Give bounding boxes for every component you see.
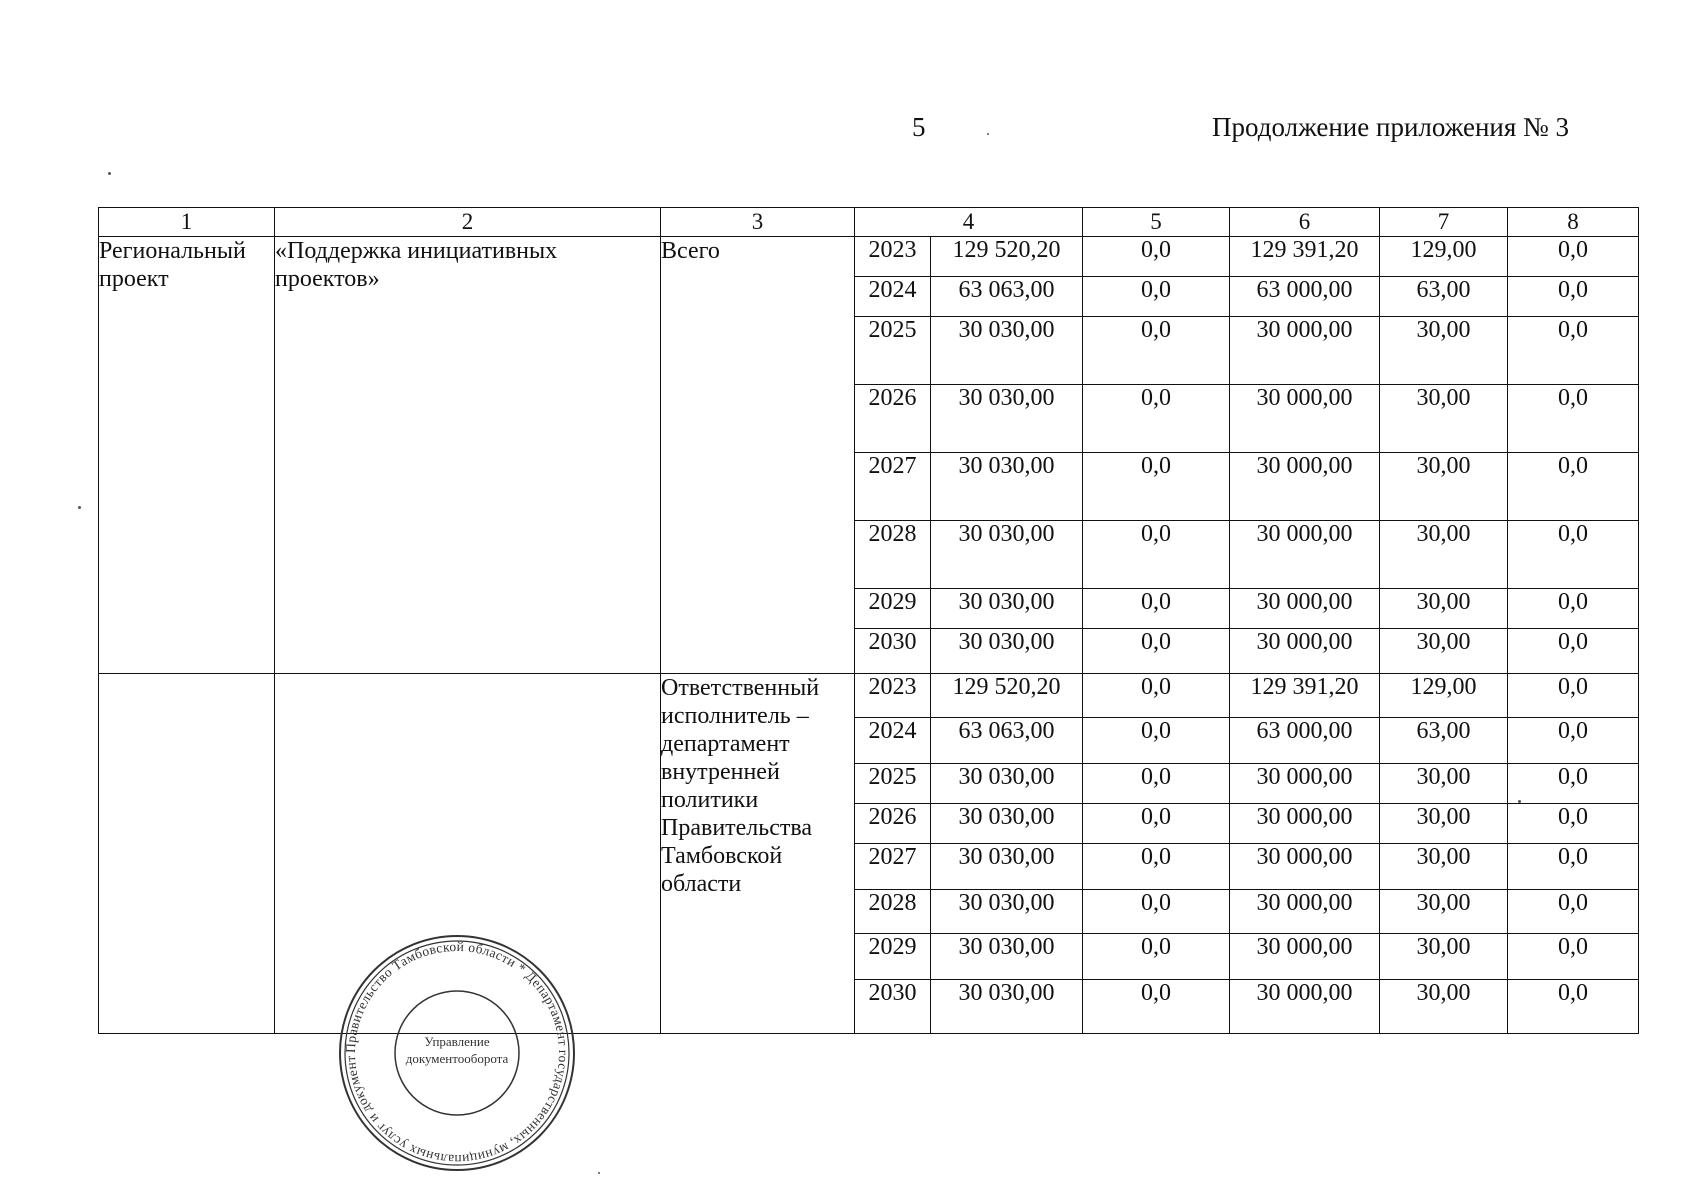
total-amount-cell: 30 030,00 xyxy=(931,934,1083,980)
column-8-cell: 0,0 xyxy=(1508,453,1639,521)
svg-text:Правительство Тамбовской облас xyxy=(337,933,571,1167)
year-cell: 2023 xyxy=(855,674,931,718)
year-cell: 2024 xyxy=(855,718,931,764)
total-amount-cell: 129 520,20 xyxy=(931,237,1083,277)
column-8-cell: 0,0 xyxy=(1508,674,1639,718)
total-amount-cell: 30 030,00 xyxy=(931,589,1083,629)
column-7-cell: 30,00 xyxy=(1380,764,1508,804)
year-cell: 2027 xyxy=(855,453,931,521)
column-7-cell: 30,00 xyxy=(1380,629,1508,674)
row-category-cell xyxy=(99,674,275,1034)
column-header: 1 xyxy=(99,208,275,237)
budget-table xyxy=(98,207,1639,1034)
year-cell: 2025 xyxy=(855,317,931,385)
executor-cell: Ответственный исполнитель – департамент внутренней политики Правительства Тамбовской области xyxy=(661,674,855,1034)
column-7-cell: 30,00 xyxy=(1380,890,1508,934)
column-7-cell: 30,00 xyxy=(1380,804,1508,844)
seal-graphic xyxy=(337,933,577,1173)
column-8-cell: 0,0 xyxy=(1508,804,1639,844)
column-6-cell: 30 000,00 xyxy=(1230,804,1380,844)
year-cell: 2025 xyxy=(855,764,931,804)
column-5-cell: 0,0 xyxy=(1083,589,1230,629)
column-7-cell: 30,00 xyxy=(1380,521,1508,589)
column-number-row xyxy=(99,208,1639,237)
column-6-cell: 30 000,00 xyxy=(1230,453,1380,521)
total-amount-cell: 30 030,00 xyxy=(931,385,1083,453)
scan-speck xyxy=(598,1172,600,1174)
total-amount-cell: 30 030,00 xyxy=(931,980,1083,1034)
column-6-cell: 30 000,00 xyxy=(1230,317,1380,385)
total-amount-cell: 30 030,00 xyxy=(931,629,1083,674)
total-amount-cell: 30 030,00 xyxy=(931,453,1083,521)
total-amount-cell: 30 030,00 xyxy=(931,844,1083,890)
row-category-cell: Региональный проект xyxy=(99,237,275,674)
table-row xyxy=(99,674,1639,718)
column-8-cell: 0,0 xyxy=(1508,521,1639,589)
column-6-cell: 30 000,00 xyxy=(1230,934,1380,980)
total-amount-cell: 129 520,20 xyxy=(931,674,1083,718)
seal-inner-line: Управление xyxy=(424,1034,490,1049)
scan-speck xyxy=(987,133,989,135)
year-cell: 2024 xyxy=(855,277,931,317)
column-5-cell: 0,0 xyxy=(1083,980,1230,1034)
column-7-cell: 30,00 xyxy=(1380,844,1508,890)
project-name-cell: «Поддержка инициативных проектов» xyxy=(275,237,661,674)
column-6-cell: 63 000,00 xyxy=(1230,277,1380,317)
column-6-cell: 30 000,00 xyxy=(1230,385,1380,453)
column-7-cell: 30,00 xyxy=(1380,934,1508,980)
scan-speck xyxy=(108,172,111,175)
column-7-cell: 30,00 xyxy=(1380,317,1508,385)
column-header: 2 xyxy=(275,208,661,237)
column-8-cell: 0,0 xyxy=(1508,277,1639,317)
total-amount-cell: 30 030,00 xyxy=(931,890,1083,934)
total-amount-cell: 63 063,00 xyxy=(931,718,1083,764)
total-amount-cell: 63 063,00 xyxy=(931,277,1083,317)
year-cell: 2028 xyxy=(855,521,931,589)
column-8-cell: 0,0 xyxy=(1508,980,1639,1034)
scan-speck xyxy=(78,506,81,509)
column-5-cell: 0,0 xyxy=(1083,718,1230,764)
column-5-cell: 0,0 xyxy=(1083,277,1230,317)
column-header: 4 xyxy=(855,208,1083,237)
column-7-cell: 63,00 xyxy=(1380,718,1508,764)
column-5-cell: 0,0 xyxy=(1083,629,1230,674)
column-8-cell: 0,0 xyxy=(1508,890,1639,934)
column-6-cell: 30 000,00 xyxy=(1230,764,1380,804)
column-7-cell: 129,00 xyxy=(1380,674,1508,718)
column-8-cell: 0,0 xyxy=(1508,764,1639,804)
column-8-cell: 0,0 xyxy=(1508,629,1639,674)
column-7-cell: 30,00 xyxy=(1380,980,1508,1034)
column-5-cell: 0,0 xyxy=(1083,844,1230,890)
column-5-cell: 0,0 xyxy=(1083,453,1230,521)
total-amount-cell: 30 030,00 xyxy=(931,317,1083,385)
year-cell: 2027 xyxy=(855,844,931,890)
column-8-cell: 0,0 xyxy=(1508,237,1639,277)
appendix-continuation-label: Продолжение приложения № 3 xyxy=(1212,112,1570,142)
column-5-cell: 0,0 xyxy=(1083,521,1230,589)
year-cell: 2029 xyxy=(855,934,931,980)
year-cell: 2026 xyxy=(855,804,931,844)
column-header: 6 xyxy=(1230,208,1380,237)
column-5-cell: 0,0 xyxy=(1083,674,1230,718)
total-amount-cell: 30 030,00 xyxy=(931,764,1083,804)
column-header: 5 xyxy=(1083,208,1230,237)
column-6-cell: 129 391,20 xyxy=(1230,237,1380,277)
column-7-cell: 30,00 xyxy=(1380,589,1508,629)
column-7-cell: 30,00 xyxy=(1380,385,1508,453)
table-row xyxy=(99,237,1639,277)
year-cell: 2023 xyxy=(855,237,931,277)
page-number: 5 xyxy=(912,112,926,142)
column-6-cell: 30 000,00 xyxy=(1230,890,1380,934)
column-7-cell: 30,00 xyxy=(1380,453,1508,521)
column-5-cell: 0,0 xyxy=(1083,317,1230,385)
column-8-cell: 0,0 xyxy=(1508,934,1639,980)
column-8-cell: 0,0 xyxy=(1508,589,1639,629)
column-6-cell: 30 000,00 xyxy=(1230,980,1380,1034)
seal-inner-line: документооборота xyxy=(405,1051,509,1066)
column-header: 7 xyxy=(1380,208,1508,237)
column-6-cell: 129 391,20 xyxy=(1230,674,1380,718)
year-cell: 2030 xyxy=(855,980,931,1034)
column-header: 8 xyxy=(1508,208,1639,237)
column-6-cell: 30 000,00 xyxy=(1230,589,1380,629)
total-amount-cell: 30 030,00 xyxy=(931,521,1083,589)
column-5-cell: 0,0 xyxy=(1083,804,1230,844)
column-7-cell: 129,00 xyxy=(1380,237,1508,277)
column-8-cell: 0,0 xyxy=(1508,317,1639,385)
column-8-cell: 0,0 xyxy=(1508,718,1639,764)
total-amount-cell: 30 030,00 xyxy=(931,804,1083,844)
column-5-cell: 0,0 xyxy=(1083,764,1230,804)
column-5-cell: 0,0 xyxy=(1083,385,1230,453)
column-header: 3 xyxy=(661,208,855,237)
column-8-cell: 0,0 xyxy=(1508,844,1639,890)
column-5-cell: 0,0 xyxy=(1083,890,1230,934)
year-cell: 2030 xyxy=(855,629,931,674)
column-6-cell: 30 000,00 xyxy=(1230,521,1380,589)
column-5-cell: 0,0 xyxy=(1083,237,1230,277)
column-7-cell: 63,00 xyxy=(1380,277,1508,317)
scan-speck xyxy=(1518,800,1521,803)
official-seal xyxy=(337,933,577,1173)
column-6-cell: 30 000,00 xyxy=(1230,629,1380,674)
seal-ring-text: Правительство Тамбовской области * Департамент государственных, муниципальных услуг и документ xyxy=(342,938,572,1168)
column-8-cell: 0,0 xyxy=(1508,385,1639,453)
column-6-cell: 63 000,00 xyxy=(1230,718,1380,764)
year-cell: 2026 xyxy=(855,385,931,453)
year-cell: 2029 xyxy=(855,589,931,629)
year-cell: 2028 xyxy=(855,890,931,934)
column-6-cell: 30 000,00 xyxy=(1230,844,1380,890)
column-5-cell: 0,0 xyxy=(1083,934,1230,980)
executor-cell: Всего xyxy=(661,237,855,674)
